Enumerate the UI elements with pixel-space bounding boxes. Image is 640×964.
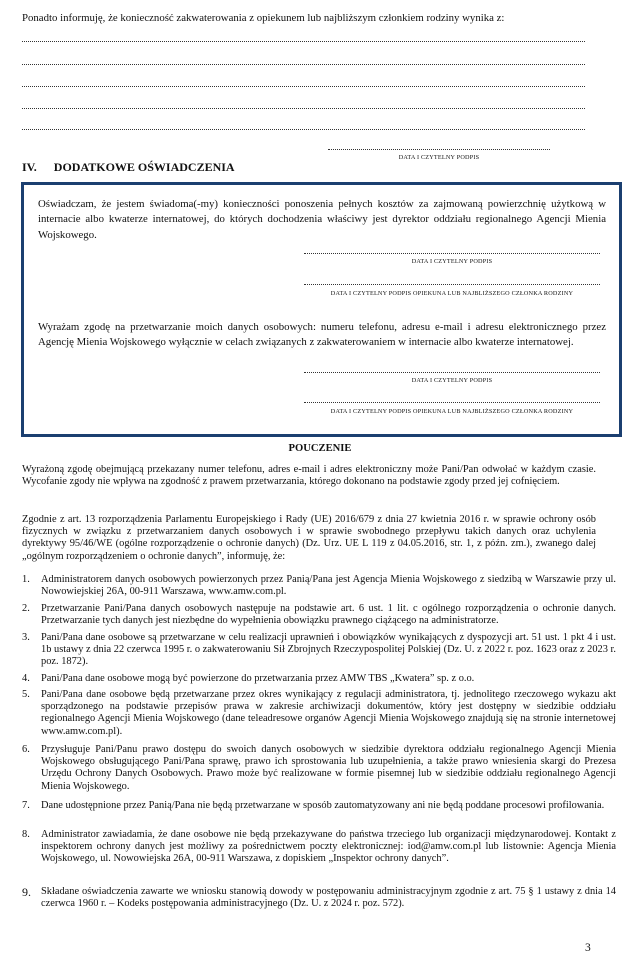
fill-in-line[interactable] — [22, 64, 585, 65]
signature-line[interactable] — [328, 149, 550, 150]
declaration-guardian-caption: DATA I CZYTELNY PODPIS OPIEKUNA LUB NAJBLIŻSZEGO CZŁONKA RODZINY — [330, 290, 574, 297]
consent-signature-line[interactable] — [304, 372, 600, 373]
fill-in-line[interactable] — [22, 108, 585, 109]
fill-in-line[interactable] — [22, 41, 585, 42]
notice-paragraph-gdpr: Zgodnie z art. 13 rozporządzenia Parlamentu Europejskiego i Rady (UE) 2016/679 z dnia 27 kwietnia 2016 r. w sprawie ochrony osób fizycznych w związku z przetwarzaniem danych osobowych i w sprawie swobodnego przepływu takich danych oraz uchylenia dyrektywy 95/46/WE (ogólne rozporządzenie o ochronie danych) (Dz. Urz. UE L 119 z 04.05.2016, str. 1, z późn. zm.), zwanego dalej „ogólnym rozporządzeniem o ochronie danych”, informuję, że: — [22, 514, 596, 562]
section-heading — [22, 160, 235, 175]
consent-signature-caption: DATA I CZYTELNY PODPIS — [411, 377, 493, 384]
intro-line: Ponadto informuję, że konieczność zakwaterowania z opiekunem lub najbliższym członkiem rodziny wynika z: — [22, 12, 505, 24]
consent-guardian-signature-line[interactable] — [304, 402, 600, 403]
signature-caption: DATA I CZYTELNY PODPIS — [398, 154, 480, 161]
consent-text: Wyrażam zgodę na przetwarzanie moich danych osobowych: numeru telefonu, adresu e-mail i adresu elektronicznego przez Agencję Mienia Wojskowego wyłącznie w celach związanych z zakwaterowaniem w internacie albo kwaterze internatowej. — [38, 321, 606, 349]
section-title: DODATKOWE OŚWIADCZENIA — [53, 160, 235, 174]
declaration-text: Oświadczam, że jestem świadoma(-my) konieczności ponoszenia pełnych kosztów za zajmowaną powierzchnię użytkową w internacie albo kwaterze internatowej, do których dochodzenia właściwy jest dyrektor oddziału regionalnego Agencji Mienia Wojskowego. — [38, 198, 606, 241]
declaration-guardian-signature-line[interactable] — [304, 284, 600, 285]
notice-heading: POUCZENIE — [288, 443, 352, 454]
declaration-signature-caption: DATA I CZYTELNY PODPIS — [411, 258, 493, 265]
section-number: IV. — [22, 160, 37, 174]
consent-guardian-caption: DATA I CZYTELNY PODPIS OPIEKUNA LUB NAJBLIŻSZEGO CZŁONKA RODZINY — [330, 408, 574, 415]
declaration-signature-line[interactable] — [304, 253, 600, 254]
page-number: 3 — [585, 942, 591, 954]
fill-in-line[interactable] — [22, 129, 585, 130]
fill-in-line[interactable] — [22, 86, 585, 87]
notice-paragraph-withdrawal: Wyrażoną zgodę obejmującą przekazany numer telefonu, adres e-mail i adres elektroniczny może Pani/Pan odwołać w każdym czasie. Wycofanie zgody nie wpływa na zgodność z prawem przetwarzania, którego dokonano na podstawie zgody przed jej cofnięciem. — [22, 464, 596, 488]
